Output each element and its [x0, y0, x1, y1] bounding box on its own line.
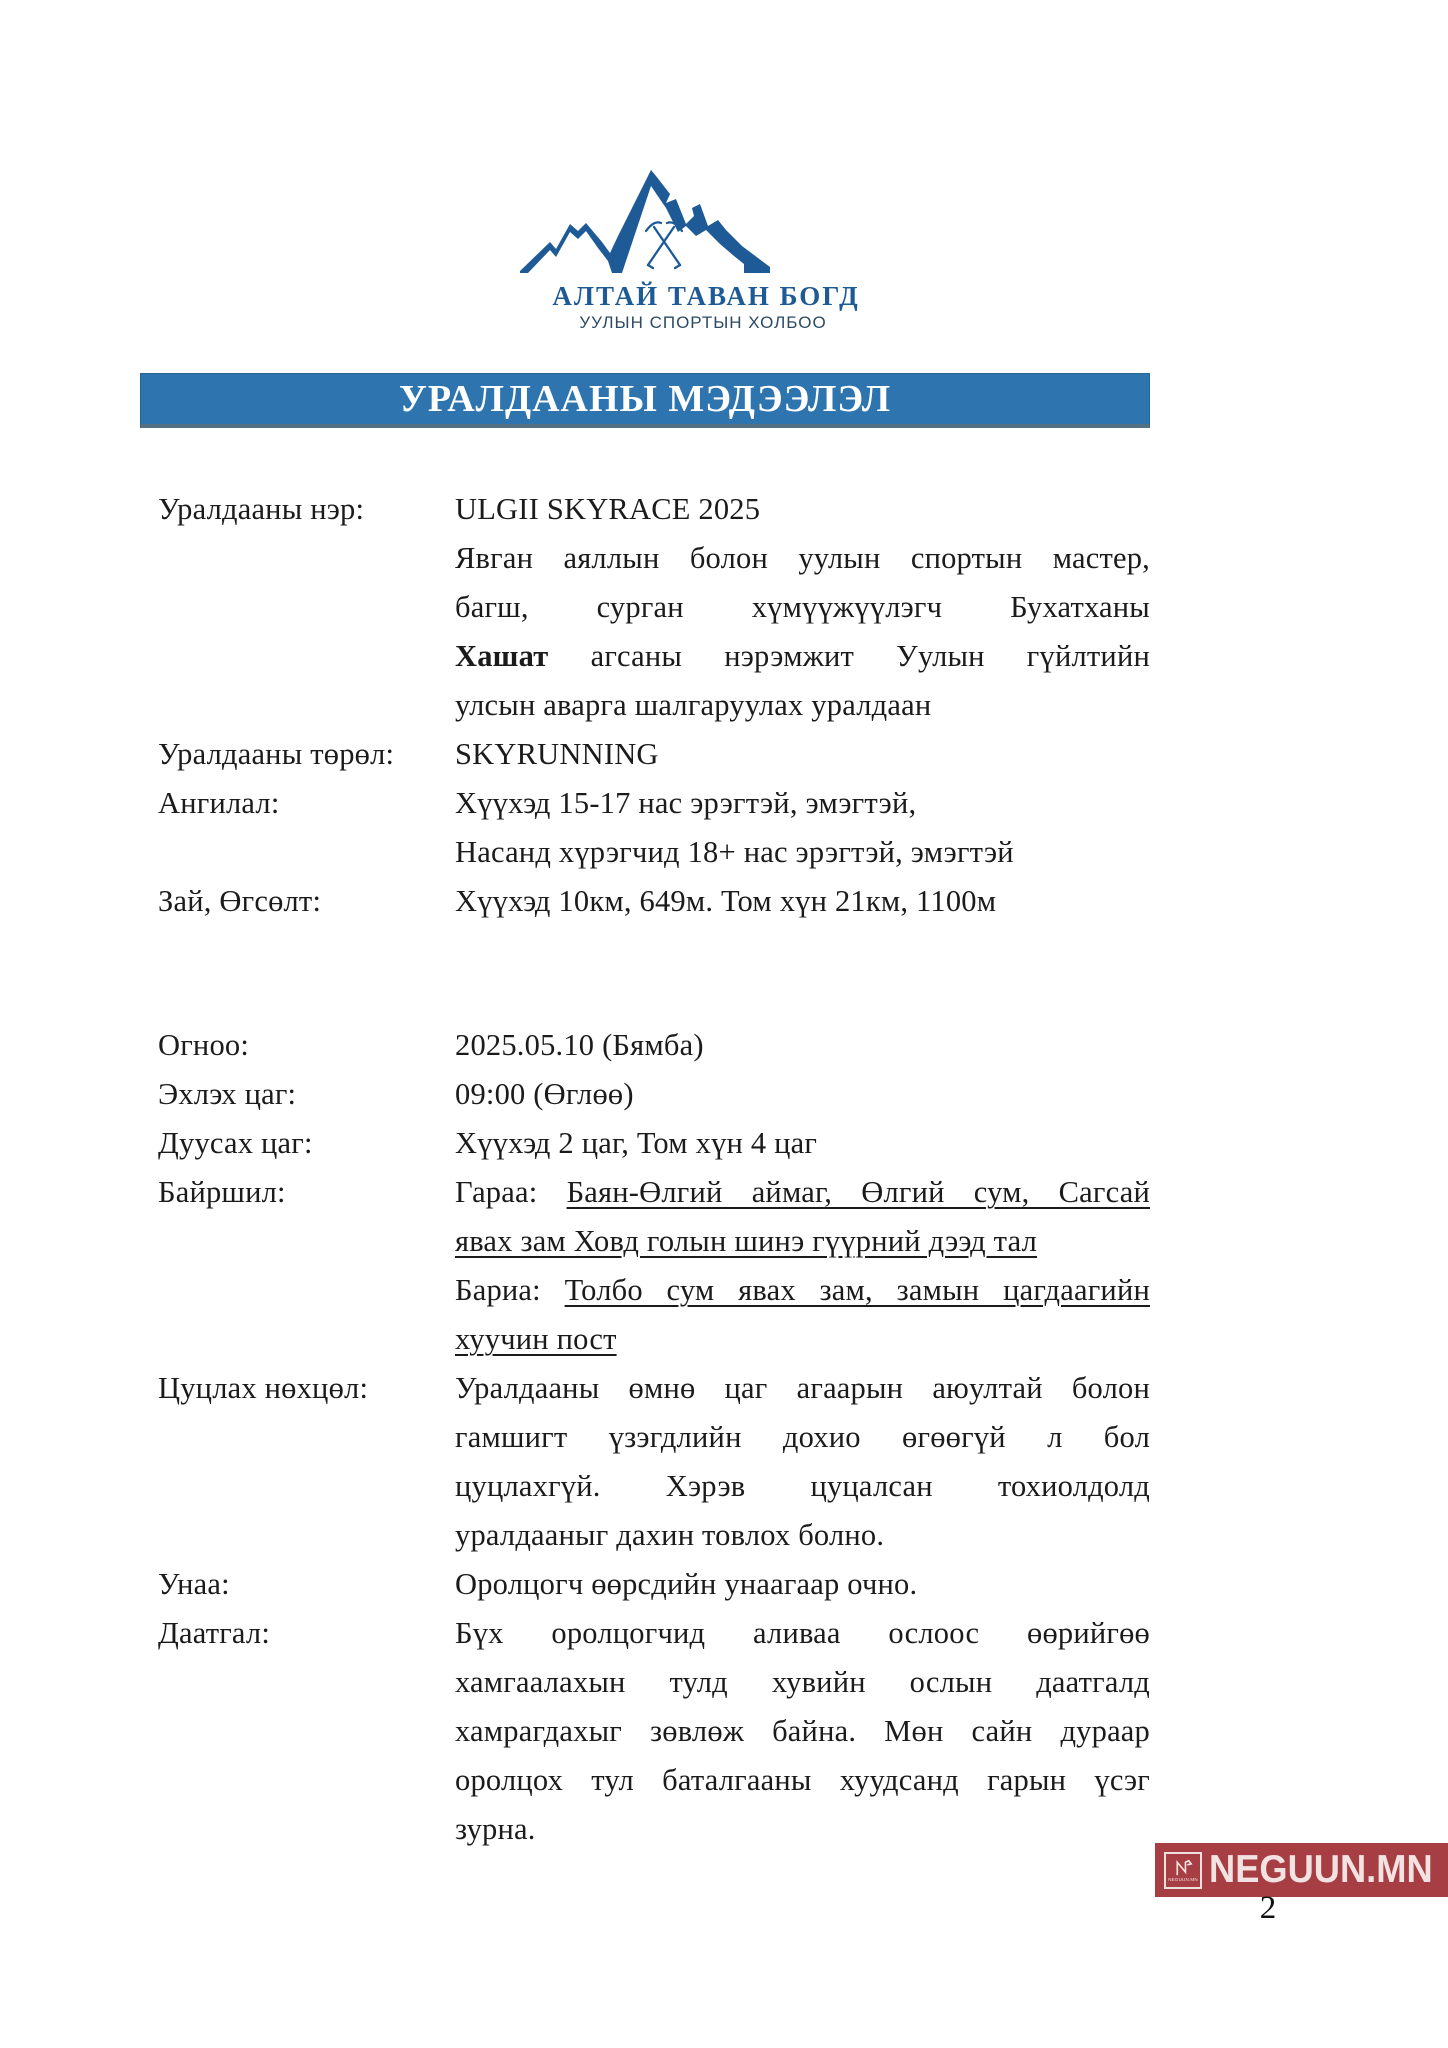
info-label: Уралдааны нэр:	[158, 492, 365, 526]
info-label: Уралдааны төрөл:	[158, 737, 395, 771]
info-row-date	[158, 1021, 1150, 1070]
race-info-list	[158, 485, 1150, 1854]
location-start-line: явах зам Ховд голын шинэ гүүрний дээд тал	[455, 1224, 1037, 1258]
location-finish-line: хуучин пост	[455, 1322, 617, 1356]
info-label: Даатгал:	[158, 1616, 271, 1650]
info-value-line: зурна.	[455, 1812, 536, 1846]
info-value-line: цуцлахгүй. Хэрэв цуцалсан тохиолдолд	[455, 1469, 1150, 1503]
info-label: Эхлэх цаг:	[158, 1077, 297, 1111]
info-label: Дуусах цаг:	[158, 1126, 313, 1160]
info-value-line: гамшигт үзэгдлийн дохио өгөөгүй л бол	[455, 1420, 1150, 1454]
neguun-n-glyph-icon	[1173, 1859, 1193, 1877]
section-spacer	[158, 926, 1150, 1021]
info-label: Байршил:	[158, 1175, 286, 1209]
info-value-line: хамгаалахын тулд хувийн ослын даатгалд	[455, 1665, 1150, 1699]
race-desc-line: улсын аварга шалгаруулах уралдаан	[455, 688, 932, 722]
info-row-race-name	[158, 485, 1150, 730]
info-label: Зай, Өгсөлт:	[158, 884, 322, 918]
info-row-location	[158, 1168, 1150, 1364]
logo-subtitle: УУЛЫН СПОРТЫН ХОЛБОО	[579, 313, 827, 332]
info-value: Хүүхэд 15-17 нас эрэгтэй, эмэгтэй,	[455, 786, 917, 820]
neguun-logo-small-text: NEGUUN.MN	[1168, 1876, 1198, 1882]
info-value: SKYRUNNING	[455, 737, 659, 771]
info-value: 2025.05.10 (Бямба)	[455, 1028, 704, 1062]
info-row-start-time	[158, 1070, 1150, 1119]
info-label: Цуцлах нөхцөл:	[158, 1371, 369, 1405]
race-desc-line: Хашат агсаны нэрэмжит Уулын гүйлтийн	[455, 639, 1150, 673]
info-value-line: оролцох тул баталгааны хуудсанд гарын үсэг	[455, 1763, 1150, 1797]
info-label: Огноо:	[158, 1028, 250, 1062]
info-row-end-time	[158, 1119, 1150, 1168]
info-value-line: уралдааныг дахин товлох болно.	[455, 1518, 885, 1552]
race-desc-line: Явган аяллын болон уулын спортын мастер,	[455, 541, 1150, 575]
logo-title: АЛТАЙ ТАВАН БОГД	[552, 281, 860, 311]
section-title-bar	[140, 373, 1150, 428]
info-row-distance	[158, 877, 1150, 926]
location-start-line: Гараа: Баян-Өлгий аймаг, Өлгий сум, Сагсай	[455, 1175, 1150, 1209]
location-finish-line: Бариа: Толбо сум явах зам, замын цагдаагийн	[455, 1273, 1150, 1307]
info-value-line: Бүх оролцогчид аливаа ослоос өөрийгөө	[455, 1616, 1150, 1650]
info-row-race-type	[158, 730, 1150, 779]
page-number: 2	[1259, 1890, 1277, 1926]
info-value-line: хамрагдахыг зөвлөж байна. Мөн сайн дураар	[455, 1714, 1150, 1748]
info-row-transport	[158, 1560, 1150, 1609]
neguun-logo-icon	[1164, 1852, 1202, 1889]
info-value: Хүүхэд 2 цаг, Том хүн 4 цаг	[455, 1126, 818, 1160]
info-row-cancellation	[158, 1364, 1150, 1560]
mountain-logo-icon	[520, 168, 770, 275]
section-title: УРАЛДААНЫ МЭДЭЭЛЭЛ	[398, 378, 892, 420]
race-desc-line: багш, сурган хүмүүжүүлэгч Бухатханы	[455, 590, 1150, 624]
info-row-category	[158, 779, 1150, 877]
info-row-insurance	[158, 1609, 1150, 1854]
info-value-line: Уралдааны өмнө цаг агаарын аюултай болон	[455, 1371, 1150, 1405]
info-label: Унаа:	[158, 1567, 230, 1601]
info-label: Ангилал:	[158, 786, 280, 820]
neguun-watermark-text: NEGUUN.MN	[1209, 1848, 1433, 1891]
info-value: Оролцогч өөрсдийн унаагаар очно.	[455, 1567, 918, 1601]
info-value: Хүүхэд 10км, 649м. Том хүн 21км, 1100м	[455, 884, 997, 918]
neguun-watermark	[1155, 1843, 1448, 1897]
info-value: 09:00 (Өглөө)	[455, 1077, 634, 1111]
info-value: Насанд хүрэгчид 18+ нас эрэгтэй, эмэгтэй	[455, 835, 1014, 869]
race-title: ULGII SKYRACE 2025	[455, 492, 761, 526]
